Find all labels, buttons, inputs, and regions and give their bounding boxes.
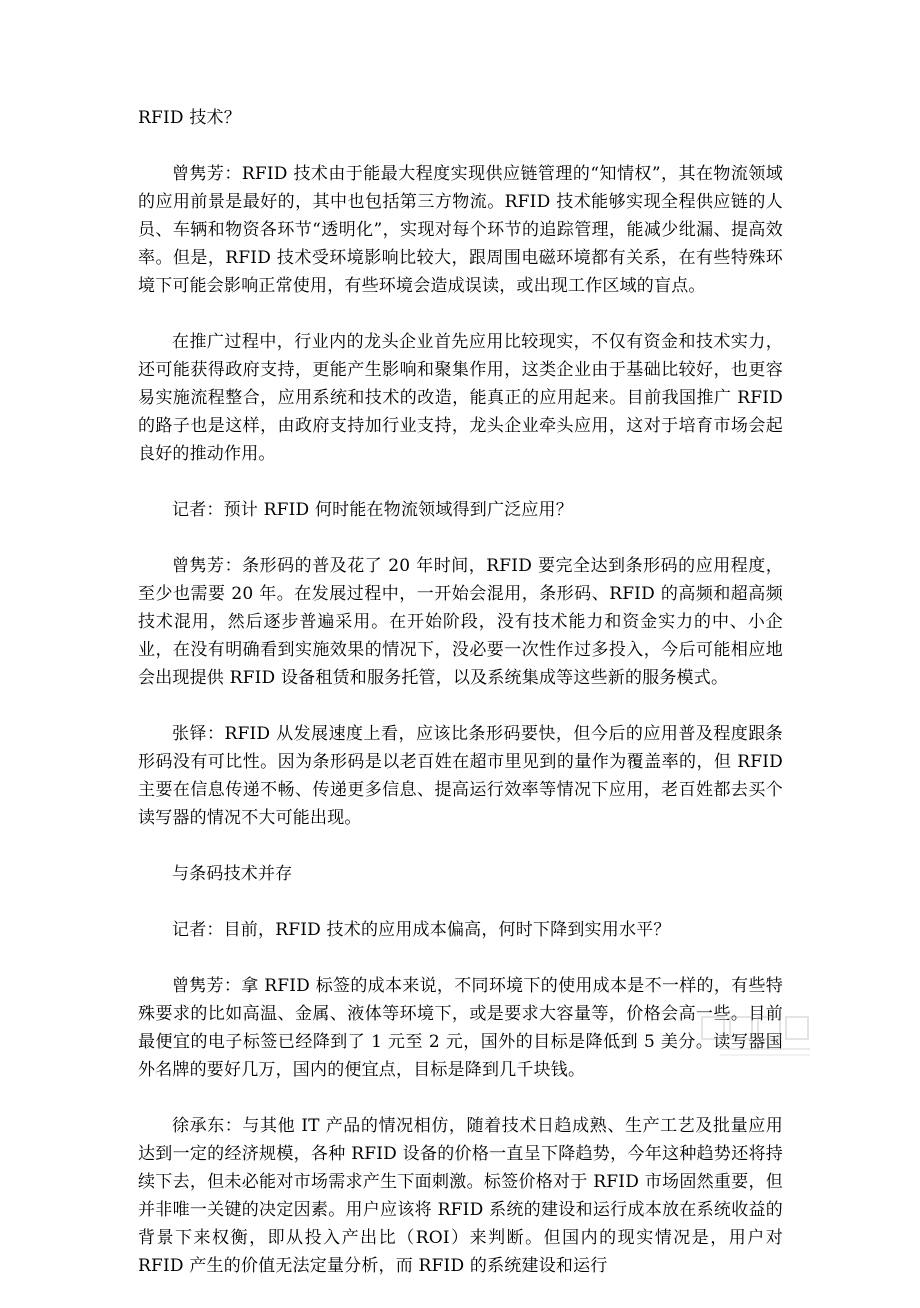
paragraph-reporter-question-1: 记者：预计 RFID 何时能在物流领域得到广泛应用？ (172, 500, 573, 520)
paragraph-reporter-question-2: 记者：目前，RFID 技术的应用成本偏高，何时下降到实用水平？ (172, 920, 671, 940)
paragraph-zeng-cost: 曾隽芳：拿 RFID 标签的成本来说，不同环境下的使用成本是不一样的，有些特殊要求的比如高温、金属、液体等环境下，或是要求大容量等，价格会高一些。目前最便宜的电子标签已经降到了 1 元至 2 元，国外的目标是降低到 5 美分。读写器国外名牌的要好几万，国内的便宜点，目标是降到几千块钱。 (138, 976, 783, 1080)
document-body (138, 104, 783, 1308)
paragraph-zeng-rfid-logistics: 曾隽芳：RFID 技术由于能最大程度实现供应链管理的“知情权”，其在物流领域的应用前景是最好的，其中也包括第三方物流。RFID 技术能够实现全程供应链的人员、车辆和物资各环节“透明化”，实现对每个环节的追踪管理，能减少纰漏、提高效率。但是，RFID 技术受环境影响比较大，跟周围电磁环境都有关系，在有些特殊环境下可能会影响正常使用，有些环境会造成误读，或出现工作区域的盲点。 (138, 164, 783, 296)
paragraph-xu-price: 徐承东：与其他 IT 产品的情况相仿，随着技术日趋成熟、生产工艺及批量应用达到一定的经济规模，各种 RFID 设备的价格一直呈下降趋势，今年这种趋势还将持续下去，但未必能对市场需求产生下面刺激。标签价格对于 RFID 市场固然重要，但并非唯一关键的决定因素。用户应该将 RFID 系统的建设和运行成本放在系统收益的背景下来权衡，即从投入产出比（ROI）来判断。但国内的现实情况是，用户对 RFID 产生的价值无法定量分析，而 RFID 的系统建设和运行 (138, 1116, 783, 1276)
section-heading: 与条码技术并存 (172, 864, 293, 884)
paragraph-zeng-barcode: 曾隽芳：条形码的普及花了 20 年时间，RFID 要完全达到条形码的应用程度，至少也需要 20 年。在发展过程中，一开始会混用，条形码、RFID 的高频和超高频技术混用，然后逐步普遍采用。在开始阶段，没有技术能力和资金实力的中、小企业，在没有明确看到实施效果的情况下，没必要一次性作过多投入，今后可能相应地会出现提供 RFID 设备租赁和服务托管，以及系统集成等这些新的服务模式。 (138, 556, 783, 688)
paragraph-zhang-speed: 张铎：RFID 从发展速度上看，应该比条形码要快，但今后的应用普及程度跟条形码没有可比性。因为条形码是以老百姓在超市里见到的量作为覆盖率的，但 RFID 主要在信息传递不畅、传递更多信息、提高运行效率等情况下应用，老百姓都去买个读写器的情况不大可能出现。 (138, 724, 783, 828)
paragraph-heading-continuation: RFID 技术？ (138, 108, 241, 128)
paragraph-promotion: 在推广过程中，行业内的龙头企业首先应用比较现实，不仅有资金和技术实力，还可能获得政府支持，更能产生影响和聚集作用，这类企业由于基础比较好，也更容易实施流程整合，应用系统和技术的改造，能真正的应用起来。目前我国推广 RFID 的路子也是这样，由政府支持加行业支持，龙头企业牵头应用，这对于培育市场会起良好的推动作用。 (138, 332, 783, 464)
